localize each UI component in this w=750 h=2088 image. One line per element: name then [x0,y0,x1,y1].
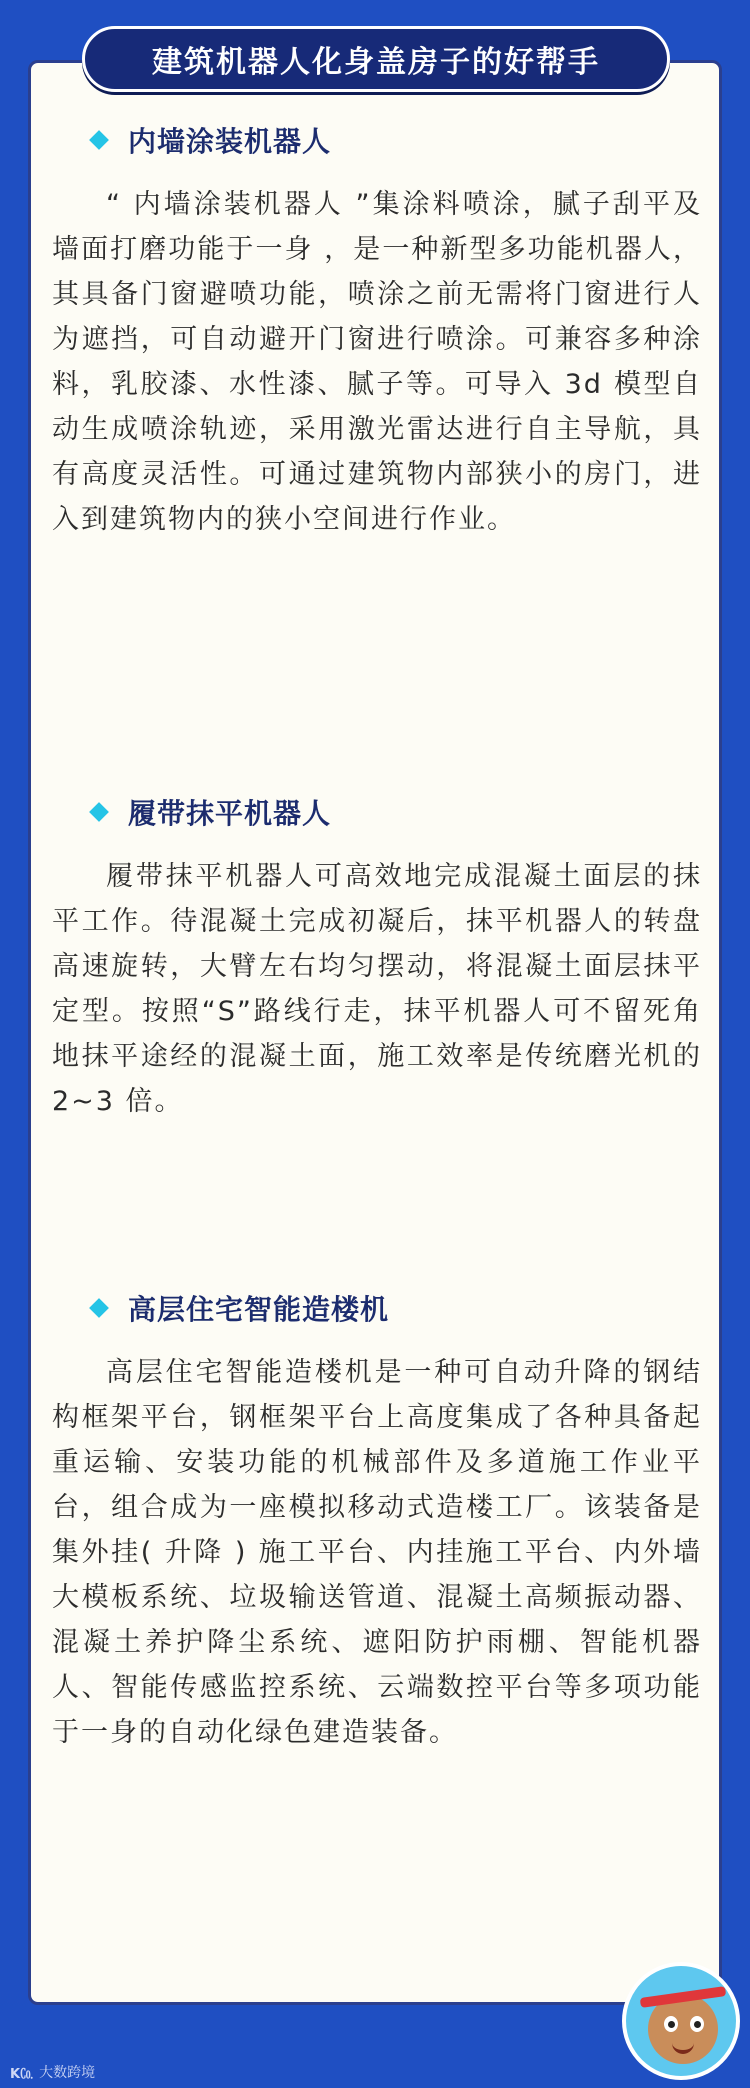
diamond-bullet-icon [89,1298,109,1318]
section-heading [52,118,702,162]
watermark [10,2062,95,2082]
mascot-eye-icon [690,2016,704,2032]
watermark-text: 大数跨境 [39,2065,96,2081]
page-title: 建筑机器人化身盖房子的好帮手 [152,45,600,80]
section-paragraph: 高层住宅智能造楼机是一种可自动升降的钢结构框架平台，钢框架平台上高度集成了各种具备起重运输、安装功能的机械部件及多道施工作业平台，组合成为一座模拟移动式造楼工厂。该装备是集外挂( 升降 ) 施工平台、内挂施工平台、内外墙大模板系统、垃圾输送管道、混凝土高频振动器、混凝土养护降尘系统、遮阳防护雨棚、智能机器人、智能传感监控系统、云端数控平台等多项功能于一身的自动化绿色建造装备。 [52,1357,702,1748]
section-heading-text: 履带抹平机器人 [128,797,332,830]
section-paragraph: 履带抹平机器人可高效地完成混凝土面层的抹平工作。待混凝土完成初凝后，抹平机器人的转盘高速旋转，大臂左右均匀摆动，将混凝土面层抹平定型。按照“S”路线行走，抹平机器人可不留死角地抹平途经的混凝土面，施工效率是传统磨光机的 2~3 倍。 [52,861,702,1117]
section-wall-painting-robot [52,118,702,569]
section-highrise-building-machine [52,1286,702,1782]
watermark-logo-icon: K㏇ [10,2066,34,2082]
section-heading [52,1286,702,1330]
section-paragraph: “ 内墙涂装机器人 ”集涂料喷涂，腻子刮平及墙面打磨功能于一身 ，是一种新型多功能机器人，其具备门窗避喷功能，喷涂之前无需将门窗进行人为遮挡，可自动避开门窗进行喷涂。可兼容多种涂料，乳胶漆、水性漆、腻子等。可导入 3d 模型自动生成喷涂轨迹，采用激光雷达进行自主导航，具有高度灵活性。可通过建筑物内部狭小的房门，进入到建筑物内的狭小空间进行作业。 [52,189,702,535]
diamond-bullet-icon [89,130,109,150]
section-heading-text: 高层住宅智能造楼机 [128,1293,390,1326]
section-heading-text: 内墙涂装机器人 [128,125,332,158]
section-crawler-troweling-robot [52,790,702,1151]
mascot-illustration [622,1962,740,2080]
section-heading [52,790,702,834]
diamond-bullet-icon [89,802,109,822]
title-banner [82,26,670,92]
mascot-eye-icon [664,2016,678,2032]
